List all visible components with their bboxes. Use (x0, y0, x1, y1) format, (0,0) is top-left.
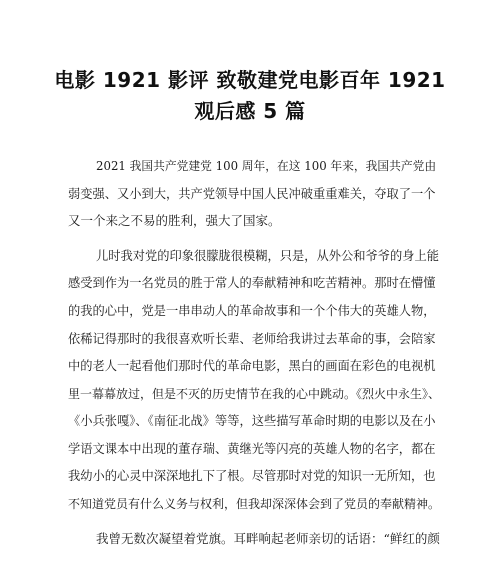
paragraph-1-line-2: 弱变强、又小到大，共产党领导中国人民冲破重重难关，夺取了一个 (68, 187, 436, 201)
paragraph-2-line-6: 里一幕幕放过，但是不灭的历史情节在我的心中跳动。《烈火中永生》、 (68, 387, 440, 401)
paragraph-2-line-7: 《小兵张嘎》、《南征北战》等等，这些描写革命时期的电影以及在小 (68, 414, 436, 428)
document-title-line-2: 观后感 5 篇 (194, 99, 306, 123)
paragraph-1-line-1: 2021 我国共产党建党 100 周年，在这 100 年来，我国共产党由 (96, 159, 437, 173)
paragraph-2-line-3: 的我的心中，党是一串串动人的革命故事和一个个伟大的英雄人物， (68, 304, 436, 318)
paragraph-3-line-1: 我曾无数次凝望着党旗。耳畔响起老师亲切的话语：“鲜红的颜 (96, 531, 440, 546)
document-title-line-1: 电影 1921 影评 致敬建党电影百年 1921 (54, 68, 446, 92)
paragraph-2-line-5: 中的老人一起看他们那时代的革命电影，黑白的画面在彩色的电视机 (68, 359, 436, 373)
paragraph-1-line-3: 又一个来之不易的胜利，强大了国家。 (68, 213, 281, 228)
paragraph-2-line-4: 依稀记得那时的我很喜欢听长辈、老师给我讲过去革命的事，会陪家 (68, 332, 436, 346)
paragraph-2-line-8: 学语文课本中出现的董存瑞、黄继光等闪亮的英雄人物的名字，都在 (68, 442, 436, 456)
paragraph-2-line-1: 儿时我对党的印象很朦胧很模糊，只是，从外公和爷爷的身上能 (96, 249, 439, 263)
paragraph-2-line-10: 不知道党员有什么义务与权利，但我却深深体会到了党员的奉献精神。 (68, 497, 440, 511)
paragraph-2-line-2: 感受到作为一名党员的胜于常人的奉献精神和吃苦精神。那时在懵懂 (68, 276, 436, 290)
paragraph-2-line-9: 我幼小的心灵中深深地扎下了根。尽管那时对党的知识一无所知，也 (68, 469, 436, 483)
